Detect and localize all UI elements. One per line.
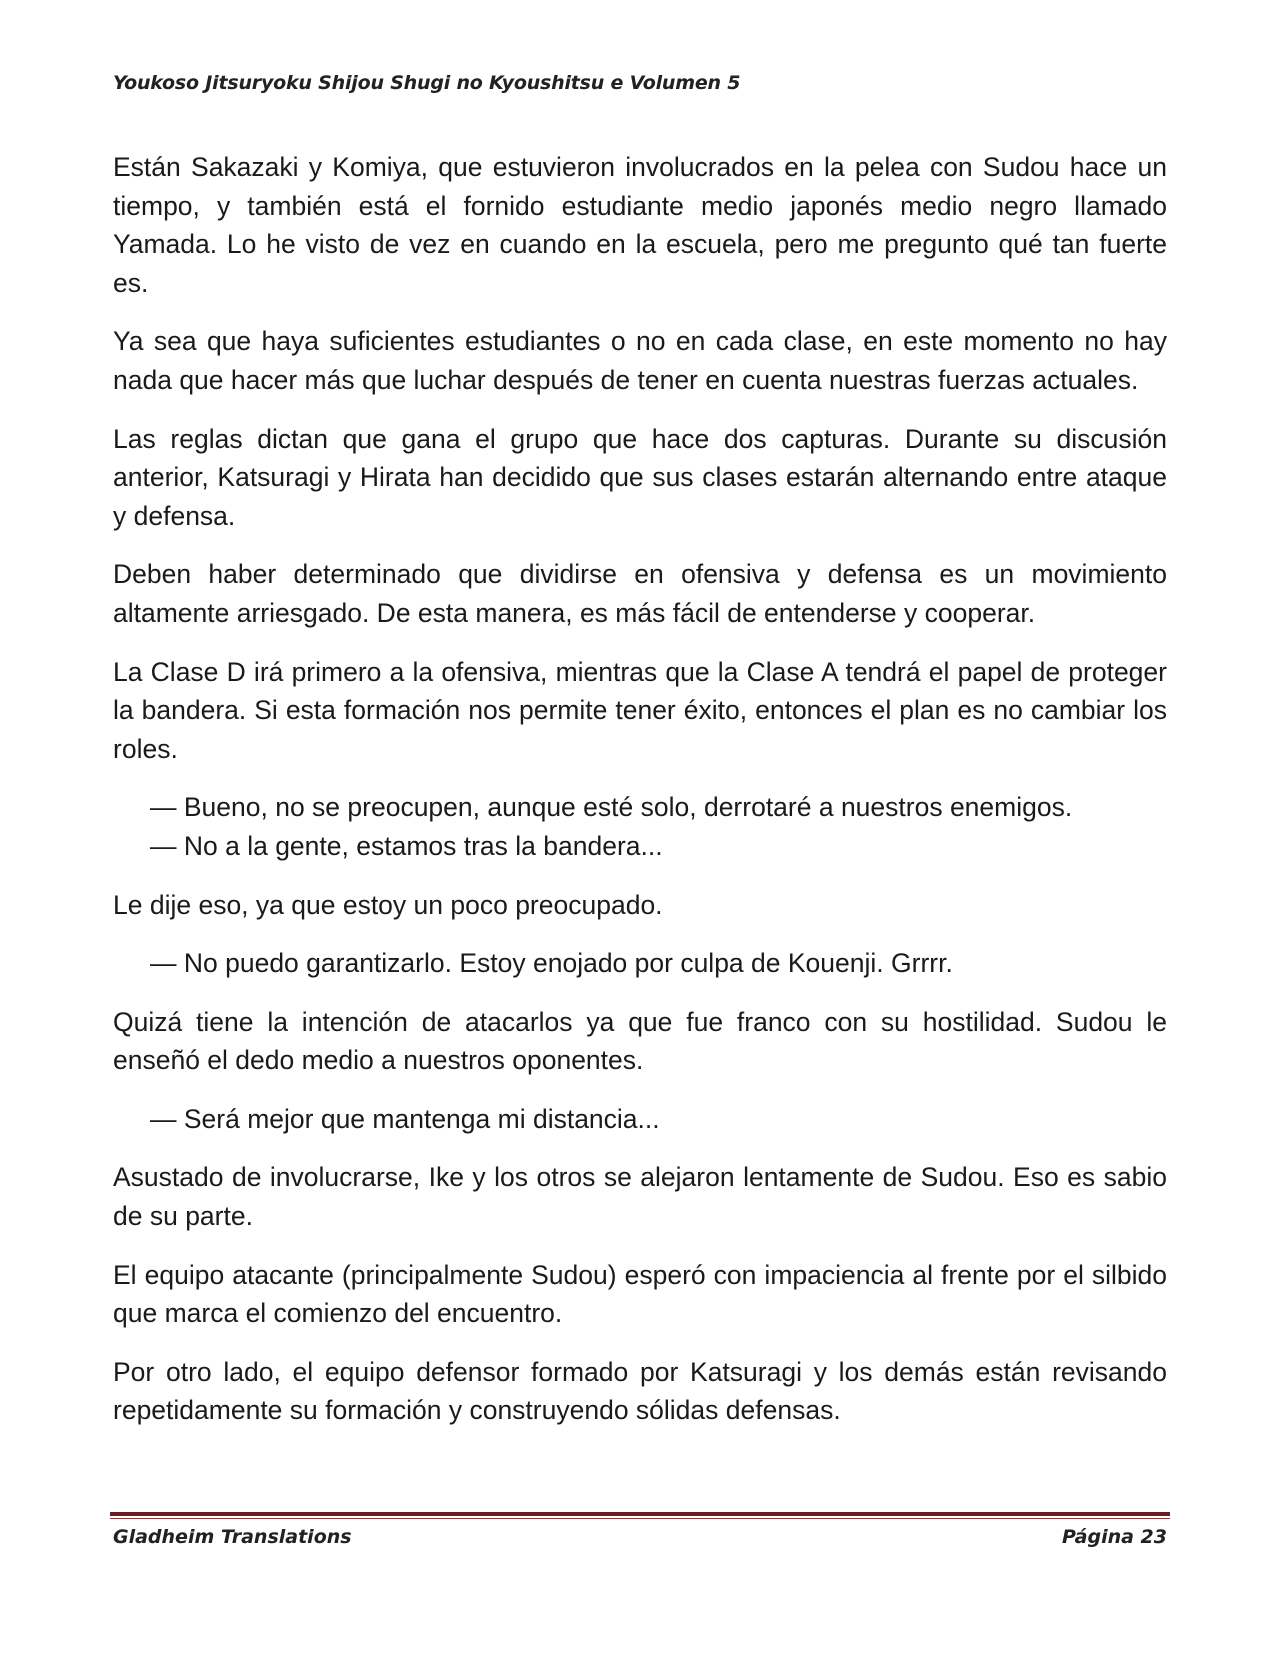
paragraph: Quizá tiene la intención de atacarlos ya que fue franco con su hostilidad. Sudou le enseñó el dedo medio a nuestros oponentes. bbox=[113, 1006, 1167, 1076]
footer-translator: Gladheim Translations bbox=[113, 1526, 352, 1548]
paragraph: Le dije eso, ya que estoy un poco preocupado. bbox=[113, 889, 663, 920]
dialogue-line: — No puedo garantizarlo. Estoy enojado por culpa de Kouenji. Grrrr. bbox=[150, 948, 953, 979]
dialogue-line: — Será mejor que mantenga mi distancia... bbox=[150, 1103, 660, 1134]
paragraph: Asustado de involucrarse, Ike y los otros se alejaron lentamente de Sudou. Eso es sabio de su parte. bbox=[113, 1162, 1167, 1232]
dialogue-group bbox=[113, 944, 1167, 983]
paragraph: Están Sakazaki y Komiya, que estuvieron involucrados en la pelea con Sudou hace un tiempo, y también está el fornido estudiante medio japonés medio negro llamado Yamada. Lo he visto de vez en cuando en la escuela, pero me pregunto qué tan fuerte es. bbox=[113, 152, 1167, 298]
body-text bbox=[113, 148, 1167, 1450]
dialogue-group bbox=[113, 788, 1167, 865]
paragraph: La Clase D irá primero a la ofensiva, mientras que la Clase A tendrá el papel de proteger la bandera. Si esta formación nos permite tener éxito, entonces el plan es no cambiar los roles. bbox=[113, 656, 1167, 764]
dialogue-line: — Bueno, no se preocupen, aunque esté solo, derrotaré a nuestros enemigos. bbox=[150, 792, 1073, 823]
dialogue-group bbox=[113, 1100, 1167, 1139]
paragraph: Las reglas dictan que gana el grupo que hace dos capturas. Durante su discusión anterior, Katsuragi y Hirata han decidido que sus clases estarán alternando entre ataque y defensa. bbox=[113, 423, 1167, 531]
footer-divider-thin bbox=[110, 1518, 1170, 1519]
dialogue-line: — No a la gente, estamos tras la bandera... bbox=[150, 830, 663, 861]
paragraph: Deben haber determinado que dividirse en ofensiva y defensa es un movimiento altamente arriesgado. De esta manera, es más fácil de entenderse y cooperar. bbox=[113, 559, 1167, 628]
footer-divider-thick bbox=[110, 1512, 1170, 1516]
paragraph: Ya sea que haya suficientes estudiantes o no en cada clase, en este momento no hay nada que hacer más que luchar después de tener en cuenta nuestras fuerzas actuales. bbox=[113, 326, 1167, 395]
footer-page-number: Página 23 bbox=[1061, 1526, 1167, 1548]
page-header-title: Youkoso Jitsuryoku Shijou Shugi no Kyoushitsu e Volumen 5 bbox=[113, 72, 741, 94]
paragraph: Por otro lado, el equipo defensor formado por Katsuragi y los demás están revisando repetidamente su formación y construyendo sólidas defensas. bbox=[113, 1356, 1167, 1426]
paragraph: El equipo atacante (principalmente Sudou) esperó con impaciencia al frente por el silbido que marca el comienzo del encuentro. bbox=[113, 1259, 1167, 1329]
